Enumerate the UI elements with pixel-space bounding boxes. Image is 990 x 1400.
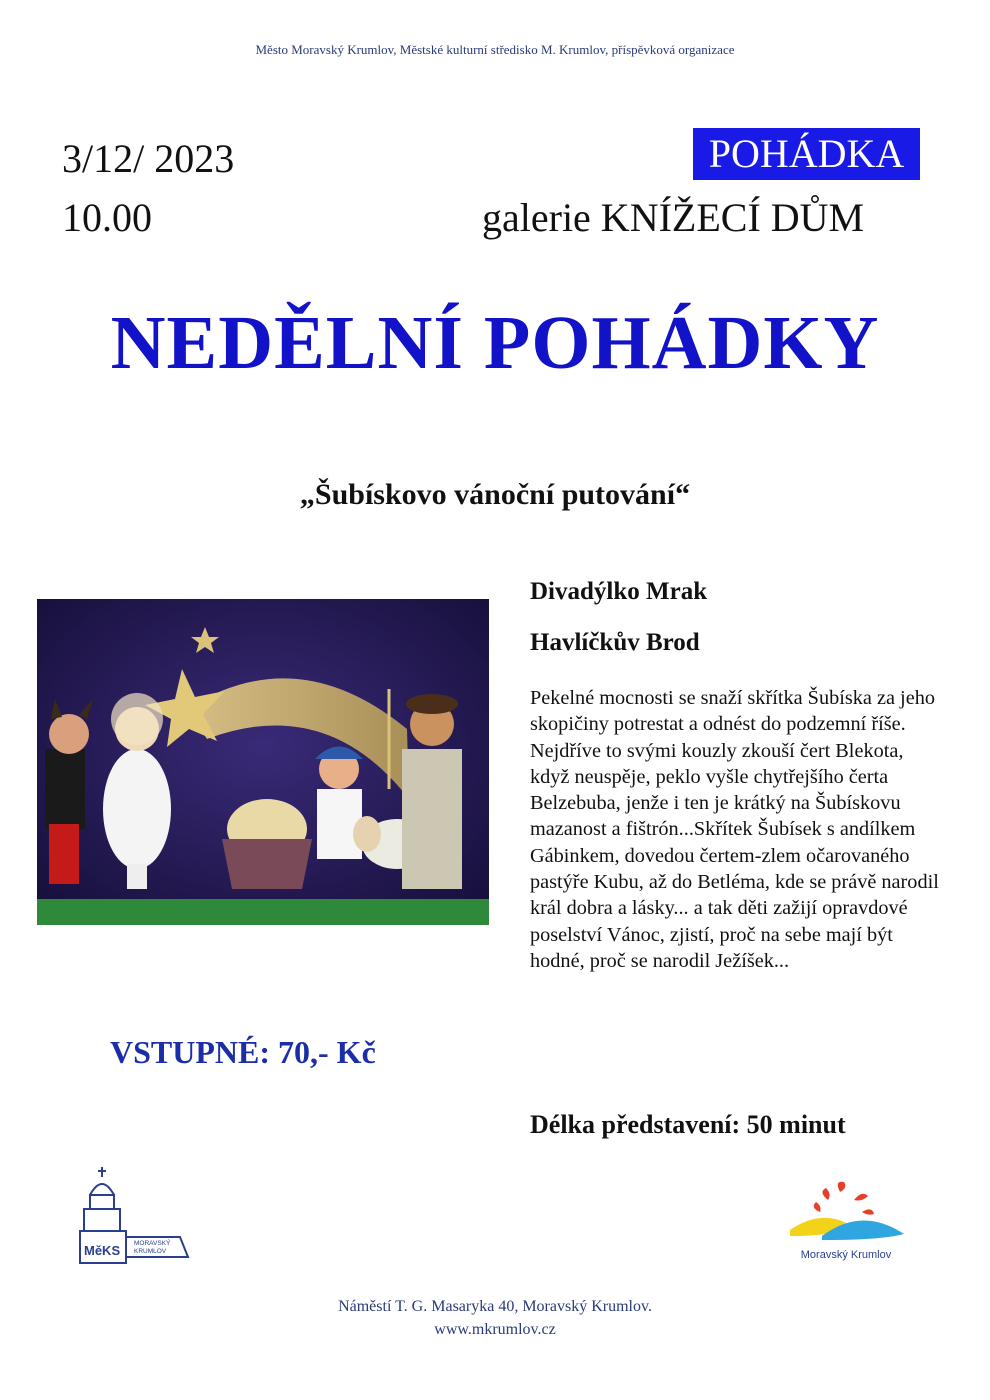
meks-logo-text: MěKS: [84, 1243, 121, 1258]
genre-badge: POHÁDKA: [693, 128, 920, 180]
admission-price: VSTUPNÉ: 70,- Kč: [110, 1034, 376, 1070]
town-logo: [782, 1178, 910, 1263]
event-time: 10.00: [62, 195, 152, 240]
header-organization: Město Moravský Krumlov, Městské kulturní středisko M. Krumlov, příspěvková organizace: [255, 42, 735, 57]
svg-text:KRUMLOV: KRUMLOV: [134, 1248, 167, 1255]
footer-website[interactable]: www.mkrumlov.cz: [434, 1321, 556, 1338]
event-venue: galerie KNÍŽECÍ DŮM: [482, 195, 865, 240]
series-title: NEDĚLNÍ POHÁDKY: [110, 301, 880, 385]
town-logo-text: Moravský Krumlov: [800, 1249, 892, 1261]
event-date: 3/12/ 2023: [62, 136, 235, 181]
svg-text:MORAVSKÝ: MORAVSKÝ: [134, 1240, 171, 1247]
show-duration: Délka představení: 50 minut: [530, 1110, 846, 1139]
company-city: Havlíčkův Brod: [530, 629, 700, 656]
show-title: „Šubískovo vánoční putování“: [299, 478, 691, 511]
company-name: Divadýlko Mrak: [530, 578, 708, 605]
meks-logo: [78, 1165, 193, 1265]
puppet-show-photo: [37, 599, 489, 925]
footer-address: Náměstí T. G. Masaryka 40, Moravský Krumlov.: [338, 1298, 652, 1315]
show-description: Pekelné mocnosti se snaží skřítka Šubíska za jeho skopičiny potrestat a odnést do podzemní říše. Nejdříve to svými kouzly zkouší čert Blekota, když neuspěje, peklo vyšle chytřejšího čerta Belzebuba, jenže i ten je krátký na Šubískovu mazanost a fištrón...Skřítek Šubísek s andílkem Gábinkem, dovedou čertem-zlem očarovaného pastýře Kubu, až do Betléma, kde se právě narodil král dobra a lásky... a tak děti zažijí opravdové poselství Vánoc, zjistí, proč na sebe mají být hodné, proč se narodil Ježíšek...: [530, 687, 939, 972]
